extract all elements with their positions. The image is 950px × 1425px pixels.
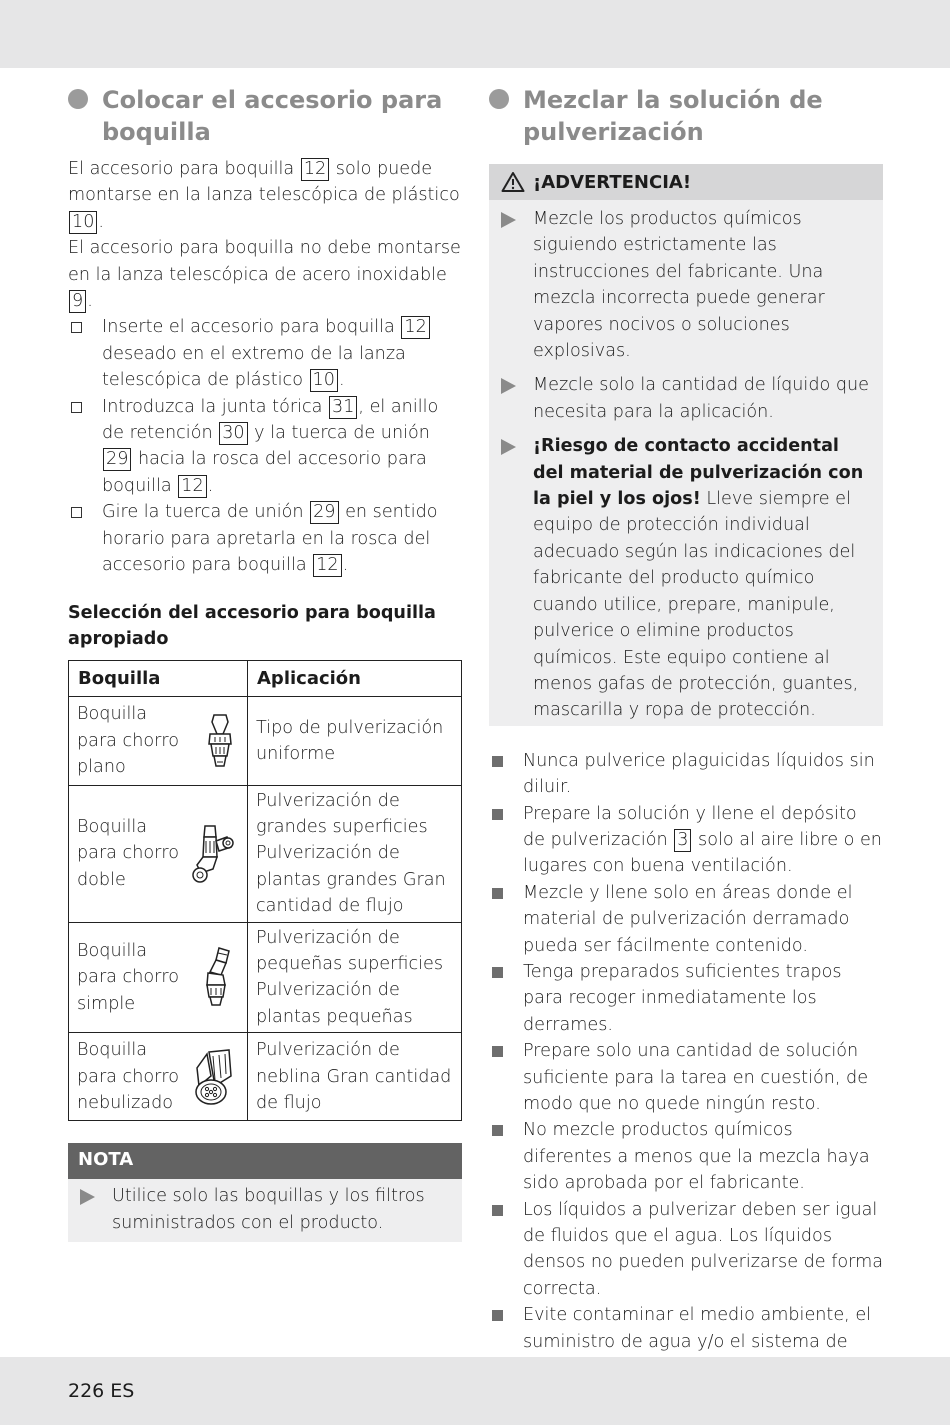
double-jet-nozzle-icon	[191, 823, 235, 885]
page-number: 226 ES	[68, 1380, 135, 1402]
triangle-bullet-icon	[501, 439, 516, 455]
single-jet-nozzle-icon	[199, 945, 235, 1009]
intro-paragraph	[68, 235, 462, 314]
section-heading	[489, 84, 883, 148]
warning-item	[499, 433, 873, 723]
nozzle-name: Boquilla para chorro simple	[77, 940, 179, 1014]
column-header: Aplicación	[248, 661, 462, 697]
step-item	[68, 499, 462, 578]
intro-paragraph	[68, 156, 462, 235]
part-ref: 30	[219, 422, 247, 445]
step-text: Inserte el accesorio para boquilla	[102, 317, 401, 338]
safety-text: Tenga preparados suficientes trapos para recoger inmediatamente los derrames.	[523, 961, 842, 1035]
intro-text	[68, 156, 462, 314]
checkbox-icon	[71, 507, 82, 518]
warning-bold-text: ¡Riesgo de contacto accidental del material de pulverización con la piel y los ojos!	[533, 436, 864, 510]
warning-text: Mezcle los productos químicos siguiendo estrictamente las instrucciones del fabricante. Una mezcla incorrecta puede generar vapores nocivos o soluciones explosivas.	[533, 209, 825, 362]
application-cell: Pulverización de neblina Gran cantidad de flujo	[248, 1033, 462, 1121]
safety-item	[489, 1038, 883, 1117]
square-bullet-icon	[492, 1125, 503, 1136]
application-cell: Tipo de pulverización uniforme	[248, 697, 462, 785]
table-row	[69, 697, 462, 785]
checkbox-icon	[71, 322, 82, 333]
mist-nozzle-icon	[193, 1046, 235, 1108]
note-item	[78, 1183, 452, 1236]
footer-band	[0, 1357, 950, 1425]
application-cell: Pulverización de pequeñas superficies Pulverización de plantas pequeñas	[248, 922, 462, 1033]
square-bullet-icon	[492, 756, 503, 767]
nozzle-name: Boquilla para chorro plano	[77, 704, 179, 778]
safety-text: Mezcle y llene solo en áreas donde el material de pulverización derramado pueda ser fácilmente contenido.	[523, 882, 853, 956]
intro-text-part: .	[98, 211, 104, 232]
square-bullet-icon	[492, 1046, 503, 1057]
checkbox-icon	[71, 402, 82, 413]
note-title: NOTA	[68, 1143, 462, 1179]
safety-text: No mezcle productos químicos diferentes a menos que la mezcla haya sido aprobada por el fabricante.	[523, 1120, 870, 1194]
left-column	[68, 84, 462, 1242]
part-ref: 12	[401, 316, 429, 339]
step-text: .	[342, 555, 349, 576]
safety-item	[489, 959, 883, 1038]
heading-bullet-icon	[68, 89, 88, 109]
safety-list	[489, 748, 883, 1408]
warning-text: Lleve siempre el equipo de protección individual adecuado según las indicaciones del fabricante del producto químico cuando utilice, prepare, manipule, pulverice o elimine productos químicos. Este equipo contiene al menos gafas de protección, guantes, mascarilla y ropa de protección.	[533, 489, 859, 721]
step-text: Introduzca la junta tórica	[102, 396, 329, 417]
safety-text: Prepare la solución y llene el depósito de pulverización	[523, 803, 857, 850]
part-ref: 10	[69, 211, 97, 234]
note-text: Utilice solo las boquillas y los filtros suministrados con el producto.	[112, 1186, 425, 1233]
part-ref: 12	[313, 554, 341, 577]
flat-jet-nozzle-icon	[205, 712, 235, 770]
nozzle-cell	[69, 922, 248, 1033]
step-text: y la tuerca de unión	[248, 423, 430, 444]
part-ref: 9	[69, 290, 86, 313]
square-bullet-icon	[492, 888, 503, 899]
note-list	[68, 1179, 462, 1242]
step-text: .	[207, 475, 214, 496]
table-row	[69, 1033, 462, 1121]
nozzle-table	[68, 660, 462, 1121]
square-bullet-icon	[492, 1205, 503, 1216]
nozzle-cell	[69, 785, 248, 922]
part-ref: 10	[310, 369, 338, 392]
triangle-bullet-icon	[501, 378, 516, 394]
safety-text: Prepare solo una cantidad de solución suficiente para la tarea en cuestión, de modo que no quede ningún resto.	[523, 1041, 869, 1114]
step-item	[68, 314, 462, 393]
section-title: Mezclar la solución de pulverización	[523, 86, 823, 146]
part-ref: 3	[674, 829, 691, 852]
triangle-bullet-icon	[80, 1189, 95, 1205]
intro-text-part: El accesorio para boquilla	[68, 159, 300, 179]
triangle-bullet-icon	[501, 212, 516, 228]
safety-item	[489, 1117, 883, 1196]
part-ref: 29	[103, 448, 131, 471]
part-ref: 29	[310, 501, 338, 524]
safety-item	[489, 880, 883, 959]
note-box	[68, 1143, 462, 1242]
safety-item	[489, 748, 883, 801]
warning-triangle-icon	[501, 171, 525, 193]
step-text: hacia la rosca del accesorio para boquilla	[102, 449, 427, 496]
application-cell: Pulverización de grandes superficies Pulverización de plantas grandes Gran cantidad de flujo	[248, 785, 462, 922]
warning-list	[489, 200, 883, 726]
nozzle-cell	[69, 697, 248, 785]
right-column	[489, 84, 883, 1408]
section-heading	[68, 84, 462, 148]
step-text: Gire la tuerca de unión	[102, 502, 310, 523]
warning-item	[499, 372, 873, 425]
step-list	[68, 314, 462, 578]
warning-header	[489, 164, 883, 200]
intro-text-part: .	[87, 291, 93, 312]
part-ref: 12	[178, 475, 206, 498]
table-subheading: Selección del accesorio para boquilla apropiado	[68, 602, 436, 649]
column-header: Boquilla	[69, 661, 248, 697]
nozzle-cell	[69, 1033, 248, 1121]
safety-text: Evite contaminar el medio ambiente, el suministro de agua y/o el sistema de	[523, 1305, 872, 1352]
heading-bullet-icon	[489, 89, 509, 109]
square-bullet-icon	[492, 809, 503, 820]
step-text: , el anillo de retención	[102, 396, 439, 444]
safety-text: Nunca pulverice plaguicidas líquidos sin diluir.	[523, 750, 875, 798]
intro-text-part: solo puede montarse en la lanza telescópica de plástico	[68, 159, 460, 206]
safety-text: Los líquidos a pulverizar deben ser igual de fluidos que el agua. Los líquidos densos no pueden pulverizarse de forma correcta.	[523, 1199, 884, 1299]
header-band	[0, 0, 950, 68]
warning-box	[489, 164, 883, 726]
warning-title: ¡ADVERTENCIA!	[533, 171, 692, 193]
safety-item	[489, 801, 883, 880]
warning-item	[499, 206, 873, 364]
part-ref: 12	[301, 158, 329, 181]
nozzle-name: Boquilla para chorro nebulizado	[77, 1040, 179, 1113]
step-text: .	[338, 370, 345, 391]
step-text: deseado en el extremo de la lanza telescópica de plástico	[102, 343, 406, 391]
square-bullet-icon	[492, 1310, 503, 1321]
safety-text: solo al aire libre o en lugares con buena ventilación.	[523, 829, 882, 877]
warning-text: Mezcle solo la cantidad de líquido que necesita para la aplicación.	[533, 375, 869, 422]
table-row	[69, 922, 462, 1033]
table-row	[69, 785, 462, 922]
intro-text-part: El accesorio para boquilla no debe montarse en la lanza telescópica de acero inoxidable	[68, 238, 461, 285]
step-item	[68, 394, 462, 500]
table-header-row	[69, 661, 462, 697]
nozzle-name: Boquilla para chorro doble	[77, 816, 179, 890]
square-bullet-icon	[492, 967, 503, 978]
safety-item	[489, 1197, 883, 1303]
section-title: Colocar el accesorio para boquilla	[102, 86, 443, 146]
part-ref: 31	[329, 396, 357, 419]
step-text: en sentido horario para apretarla en la rosca del accesorio para boquilla	[102, 502, 438, 576]
